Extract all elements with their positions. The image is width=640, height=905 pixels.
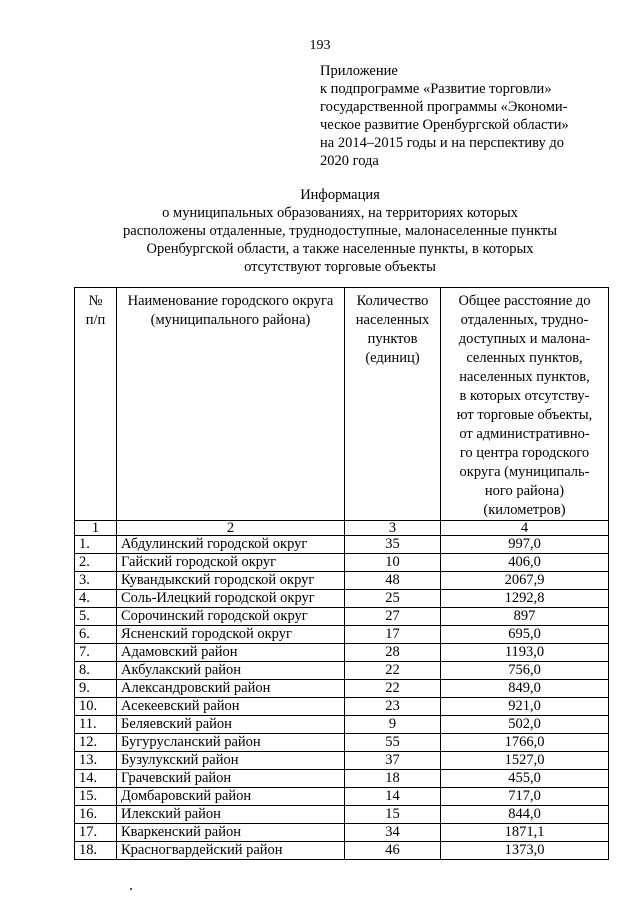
appendix-line: государственной программы «Экономи-: [320, 99, 568, 115]
row-name: Илекский район: [117, 806, 345, 824]
row-count: 10: [345, 554, 441, 572]
table-row: [75, 680, 609, 698]
row-distance: 997,0: [441, 536, 609, 554]
table-row: [75, 752, 609, 770]
row-number: 1.: [75, 536, 117, 554]
row-count: 22: [345, 680, 441, 698]
row-distance: 849,0: [441, 680, 609, 698]
row-name: Александровский район: [117, 680, 345, 698]
table-row: [75, 644, 609, 662]
table-row: [75, 842, 609, 860]
row-number: 16.: [75, 806, 117, 824]
row-distance: 1373,0: [441, 842, 609, 860]
row-name: Бугурусланский район: [117, 734, 345, 752]
row-name: Кваркенский район: [117, 824, 345, 842]
appendix-line: 2020 года: [320, 153, 379, 169]
header-distance: Общее расстояние до отдаленных, трудно- доступных и малона- селенных пунктов, населенных пунктов, в которых отсутству- ют торговые объекты, от административно- го центра городского округа (муниципаль- ного района) (километров): [441, 288, 609, 521]
document-title: [0, 186, 640, 276]
row-distance: 1193,0: [441, 644, 609, 662]
row-number: 7.: [75, 644, 117, 662]
row-count: 18: [345, 770, 441, 788]
table-row: [75, 590, 609, 608]
row-distance: 717,0: [441, 788, 609, 806]
row-name: Акбулакский район: [117, 662, 345, 680]
row-distance: 1766,0: [441, 734, 609, 752]
table-row: [75, 662, 609, 680]
header-number: № п/п: [75, 288, 117, 521]
table-row: [75, 608, 609, 626]
row-count: 48: [345, 572, 441, 590]
row-count: 14: [345, 788, 441, 806]
row-number: 10.: [75, 698, 117, 716]
row-count: 46: [345, 842, 441, 860]
row-count: 25: [345, 590, 441, 608]
row-count: 15: [345, 806, 441, 824]
settlements-table: [74, 287, 609, 860]
appendix-note: [320, 62, 610, 170]
row-name: Адамовский район: [117, 644, 345, 662]
column-number: 4: [441, 521, 609, 536]
row-number: 14.: [75, 770, 117, 788]
row-number: 15.: [75, 788, 117, 806]
row-number: 18.: [75, 842, 117, 860]
row-distance: 1527,0: [441, 752, 609, 770]
row-count: 22: [345, 662, 441, 680]
title-line: Оренбургской области, а также населенные пункты, в которых: [146, 241, 534, 257]
title-line: расположены отдаленные, труднодоступные, малонаселенные пункты: [123, 223, 557, 239]
column-number: 2: [117, 521, 345, 536]
row-name: Абдулинский городской округ: [117, 536, 345, 554]
column-number: 3: [345, 521, 441, 536]
appendix-line: к подпрограмме «Развитие торговли»: [320, 81, 552, 97]
row-number: 13.: [75, 752, 117, 770]
row-distance: 921,0: [441, 698, 609, 716]
row-distance: 1871,1: [441, 824, 609, 842]
row-name: Соль-Илецкий городской округ: [117, 590, 345, 608]
row-name: Красногвардейский район: [117, 842, 345, 860]
row-name: Домбаровский район: [117, 788, 345, 806]
table-row: [75, 536, 609, 554]
row-name: Беляевский район: [117, 716, 345, 734]
table-row: [75, 626, 609, 644]
row-name: Грачевский район: [117, 770, 345, 788]
appendix-line: ческое развитие Оренбургской области»: [320, 117, 569, 133]
row-distance: 455,0: [441, 770, 609, 788]
header-name: Наименование городского округа (муниципального района): [117, 288, 345, 521]
row-name: Кувандыкский городской округ: [117, 572, 345, 590]
row-distance: 695,0: [441, 626, 609, 644]
appendix-line: Приложение: [320, 63, 398, 79]
row-distance: 1292,8: [441, 590, 609, 608]
row-name: Ясненский городской округ: [117, 626, 345, 644]
table-row: [75, 824, 609, 842]
title-line: отсутствуют торговые объекты: [244, 259, 436, 275]
header-count: Количество населенных пунктов (единиц): [345, 288, 441, 521]
row-number: 11.: [75, 716, 117, 734]
table-row: [75, 554, 609, 572]
row-number: 4.: [75, 590, 117, 608]
row-name: Асекеевский район: [117, 698, 345, 716]
row-number: 8.: [75, 662, 117, 680]
title-line: о муниципальных образованиях, на территориях которых: [162, 205, 518, 221]
row-distance: 406,0: [441, 554, 609, 572]
row-name: Сорочинский городской округ: [117, 608, 345, 626]
row-count: 55: [345, 734, 441, 752]
row-distance: 2067,9: [441, 572, 609, 590]
scan-speck: [130, 888, 132, 890]
row-count: 37: [345, 752, 441, 770]
table-row: [75, 788, 609, 806]
row-count: 27: [345, 608, 441, 626]
row-number: 3.: [75, 572, 117, 590]
table-row: [75, 770, 609, 788]
row-distance: 756,0: [441, 662, 609, 680]
row-count: 34: [345, 824, 441, 842]
row-name: Бузулукский район: [117, 752, 345, 770]
row-number: 5.: [75, 608, 117, 626]
table-header-row: [75, 288, 609, 521]
title-line: Информация: [300, 187, 380, 203]
row-count: 35: [345, 536, 441, 554]
row-number: 12.: [75, 734, 117, 752]
row-number: 2.: [75, 554, 117, 572]
column-number: 1: [75, 521, 117, 536]
row-distance: 844,0: [441, 806, 609, 824]
column-number-row: [75, 521, 609, 536]
row-count: 23: [345, 698, 441, 716]
row-count: 28: [345, 644, 441, 662]
row-distance: 502,0: [441, 716, 609, 734]
table-row: [75, 734, 609, 752]
page-number: 193: [309, 38, 331, 53]
row-number: 6.: [75, 626, 117, 644]
appendix-line: на 2014–2015 годы и на перспективу до: [320, 135, 564, 151]
row-number: 17.: [75, 824, 117, 842]
table-row: [75, 716, 609, 734]
row-distance: 897: [441, 608, 609, 626]
table-row: [75, 698, 609, 716]
row-count: 9: [345, 716, 441, 734]
table-row: [75, 806, 609, 824]
table-row: [75, 572, 609, 590]
row-number: 9.: [75, 680, 117, 698]
row-name: Гайский городской округ: [117, 554, 345, 572]
row-count: 17: [345, 626, 441, 644]
